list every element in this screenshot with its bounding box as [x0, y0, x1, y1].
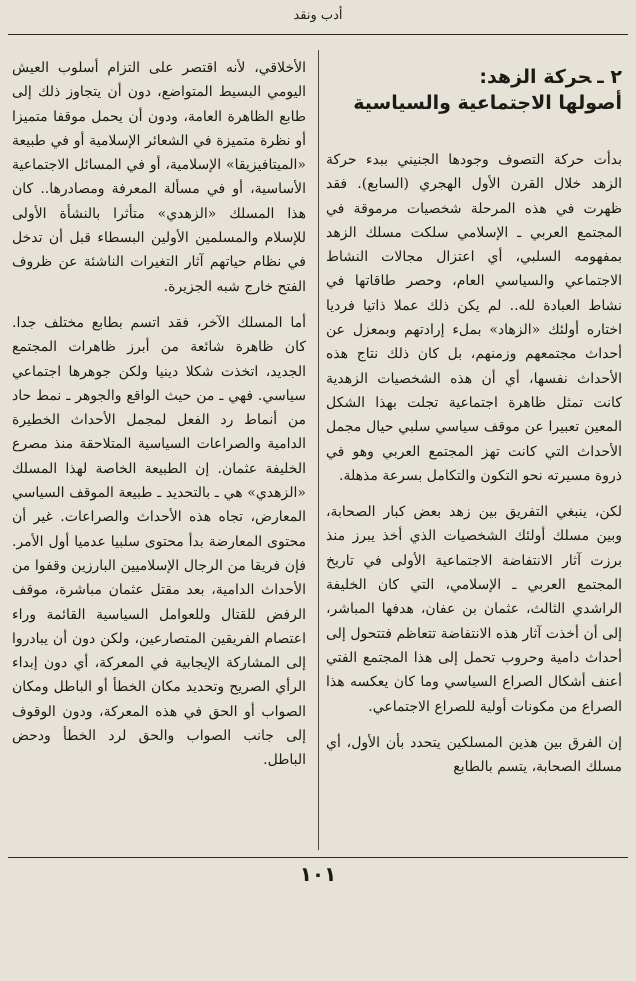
section-subtitle: أصولها الاجتماعية والسياسية — [353, 92, 622, 114]
section-heading — [326, 64, 622, 116]
header-divider — [8, 34, 628, 35]
paragraph: لكن، ينبغي التفريق بين زهد بعض كبار الصحابة، وبين مسلك أولئك الشخصيات الذي أخذ يبرز منذ برزت آثار الانتفاضة الاجتماعية الأولى في تاريخ المجتمع العربي ـ الإسلامي، التي كان الخليفة الراشدي الثالث، عثمان بن عفان، هدفها المباشر، إلى أن أخذت آثار هذه الانتفاضة تتعاظم فتتحول إلى أحداث دامية وحروب تحمل إلى هذا المجتمع الفتي أعنف أشكال الصراع السياسي وما كان يعكسه هذا الصراع من مكونات أولية للصراع الاجتماعي. — [326, 504, 622, 715]
footer-divider — [8, 857, 628, 858]
paragraph: إن الفرق بين هذين المسلكين يتحدد بأن الأول، أي مسلك الصحابة، يتسم بالطابع — [326, 734, 622, 776]
left-column — [12, 56, 306, 785]
section-title: حركة الزهد: — [479, 66, 592, 88]
section-number: ٢ ـ — [597, 66, 622, 88]
right-column — [326, 56, 622, 791]
paragraph: أما المسلك الآخر، فقد اتسم بطابع مختلف جدا. كان ظاهرة شائعة من أبرز ظاهرات المجتمع الجديد، اتخذت شكلا دينيا ولكن جوهرها اجتماعي سياسي. فهي ـ من حيث الواقع والجوهر ـ نمط حاد من أنماط رد الفعل لمجمل الأحداث الخطيرة الدامية والصراعات السياسية المتلاحقة منذ مصرع الخليفة عثمان. إن الطبيعة الخاصة لهذا المسلك «الزهدي» هي ـ بالتحديد ـ طبيعة الموقف السياسي المعارض، تجاه هذه الأحداث والصراعات. غير أن محتوى المعارضة بدأ محتوى سلبيا عدميا أول الأمر. فإن فريقا من الرجال الإسلاميين البارزين وقفوا من الأحداث الدامية، بعد مقتل عثمان مباشرة، موقف الرفض للقتال وللعوامل السياسية القائمة وراء اعتصام الفريقين المتصارعين، ولكن دون أن يبادروا إلى المشاركة الإيجابية في المعركة، أي دون إبداء الرأي الصريح وتحديد مكان الخطأ أو الباطل ومكان الصواب أو الحق في هذه المعركة، ودون الوقوف إلى جانب الصواب والحق لرد الخطأ ودحض الباطل. — [12, 314, 306, 769]
paragraph: الأخلاقي، لأنه اقتصر على التزام أسلوب العيش اليومي البسيط المتواضع، دون أن يتجاوز ذلك إلى طابع الظاهرة العامة، ودون أن يحمل موقفا متميزا أو نظرة متميزة في الشعائر الإسلامية أو في طبيعة «الميتافيزيقا» الإسلامية، أو في المسائل الاجتماعية الأساسية، أو في مسألة المعرفة ومصادرها.. كان هذا المسلك «الزهدي» متأثرا بالنشأة الأولى للإسلام والمسلمين الأولين البسطاء قبل أن تدخل في نظام حياتهم آثار التغيرات الناشئة عن ظروف الفتح خارج شبه الجزيرة. — [12, 60, 306, 295]
page-number: ١٠١ — [299, 862, 337, 886]
running-header: أدب ونقد — [293, 8, 343, 23]
section-heading-line1 — [326, 64, 622, 90]
column-divider — [318, 50, 319, 850]
paragraph: بدأت حركة التصوف وجودها الجنيني ببدء حركة الزهد خلال القرن الأول الهجري (السابع). فقد ظهرت في هذه المرحلة شخصيات مرموقة في المجتمع العربي ـ الإسلامي سلكت مسلك الزهد بمفهومه السلبي، أي اعتزال مجالات النشاط الاجتماعي والسياسي العام، وحصر طاقاتها في نشاط العبادة لله.. لم يكن ذلك عملا ذاتيا فرديا اختاره أولئك «الزهاد» بملء إرادتهم وبمعزل عن أحداث مجتمعهم وزمنهم، بل كان ذلك نتاج هذه الأحداث نفسها، أي أن هذه الشخصيات الزهدية كانت تمثل ظاهرة اجتماعية تجلت بهذا الشكل المعين تعبيرا عن موقف سياسي سلبي حيال مجمل الأحداث التي كانت تهز المجتمع العربي وهو في ذروة مسيرته نحو التكون والتكامل بسرعة مذهلة. — [326, 152, 622, 484]
